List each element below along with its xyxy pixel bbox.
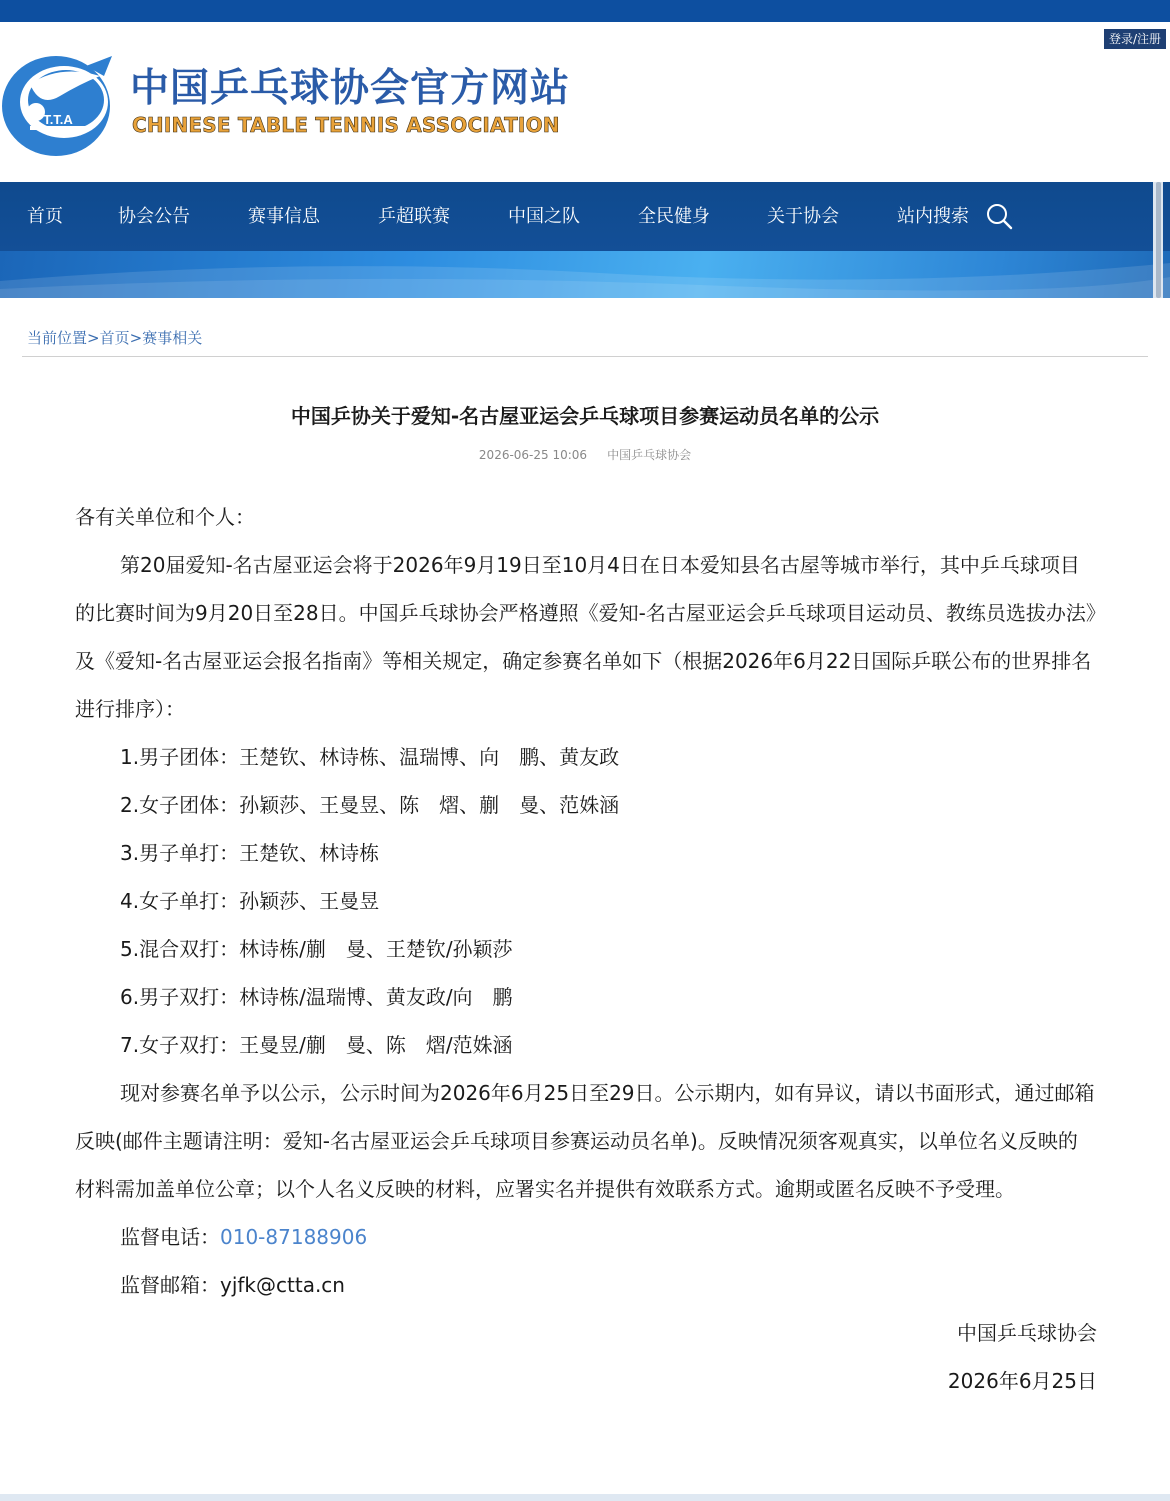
breadcrumb-separator: > [129,329,143,347]
article-date: 2026-06-25 10:06 [478,448,588,462]
logo-mark-text: T.T.A [43,112,73,127]
article-source: 中国乒乓球协会 [607,448,692,462]
supervision-email-row [75,1261,1097,1309]
event-item-mens-doubles: 6.男子双打：林诗栋/温瑞博、黄友政/向 鹏 [120,985,513,1009]
article-title: 中国乒协关于爱知-名古屋亚运会乒乓球项目参赛运动员名单的公示 [290,404,880,428]
breadcrumb-current-label[interactable]: 当前位置 [27,329,88,347]
article-meta [0,447,1170,463]
site-header [0,22,1170,182]
main-nav [0,182,1170,251]
top-strip [0,0,1170,22]
nav-item-super-league[interactable]: 乒超联赛 [378,206,450,227]
breadcrumb-separator: > [87,329,100,347]
bottom-strip [0,1494,1170,1501]
signature-date: 2026年6月25日 [947,1369,1097,1393]
header-banner [0,251,1170,298]
email-label: 监督邮箱： [120,1273,220,1297]
breadcrumb-home[interactable]: 首页 [99,329,130,347]
event-item-womens-singles: 4.女子单打：孙颖莎、王曼昱 [120,889,380,913]
nav-item-site-search[interactable]: 站内搜索 [897,206,969,227]
nav-item-announcements[interactable]: 协会公告 [118,206,190,227]
event-item-mens-singles: 3.男子单打：王楚钦、林诗栋 [120,841,380,865]
breadcrumb-divider [22,356,1148,357]
article-notice: 现对参赛名单予以公示，公示时间为2026年6月25日至29日。公示期内，如有异议，请以书面形式，通过邮箱反映(邮件主题请注明：爱知-名古屋亚运会乒乓球项目参赛运动员名单)。反映情况须客观真实，以单位名义反映的材料需加盖单位公章；以个人名义反映的材料，应署实名并提供有效联系方式。逾期或匿名反映不予受理。 [75,1081,1095,1201]
email-value: yjfk@ctta.cn [220,1273,345,1297]
site-title: 中国乒乓球协会官方网站 [130,66,571,111]
ctta-logo-icon[interactable] [0,54,118,158]
scrollbar-thumb[interactable] [1156,182,1161,298]
phone-label: 监督电话： [120,1225,220,1249]
search-icon[interactable] [985,202,1013,230]
supervision-phone-row [75,1213,1097,1261]
article-salutation: 各有关单位和个人： [75,505,255,529]
article-body [75,493,1097,1405]
site-subtitle: CHINESE TABLE TENNIS ASSOCIATION [132,113,560,137]
nav-item-national-team[interactable]: 中国之队 [508,206,580,227]
nav-item-fitness[interactable]: 全民健身 [638,206,710,227]
login-register-link[interactable]: 登录/注册 [1104,29,1166,49]
nav-item-home[interactable]: 首页 [27,206,63,227]
event-item-womens-team: 2.女子团体：孙颖莎、王曼昱、陈 熠、蒯 曼、范姝涵 [120,793,620,817]
nav-item-about[interactable]: 关于协会 [767,206,839,227]
banner-wave-decoration [0,251,1170,298]
event-item-mens-team: 1.男子团体：王楚钦、林诗栋、温瑞博、向 鹏、黄友政 [120,745,620,769]
event-item-womens-doubles: 7.女子双打：王曼昱/蒯 曼、陈 熠/范姝涵 [120,1033,513,1057]
event-item-mixed-doubles: 5.混合双打：林诗栋/蒯 曼、王楚钦/孙颖莎 [120,937,513,961]
phone-link[interactable]: 010-87188906 [220,1225,368,1249]
nav-item-events[interactable]: 赛事信息 [248,206,320,227]
breadcrumb-section[interactable]: 赛事相关 [142,329,203,347]
article-intro: 第20届爱知-名古屋亚运会将于2026年9月19日至10月4日在日本爱知县名古屋等城市举行，其中乒乓球项目的比赛时间为9月20日至28日。中国乒乓球协会严格遵照《爱知-名古屋亚运会乒乓球项目运动员、教练员选拔办法》及《爱知-名古屋亚运会报名指南》等相关规定，确定参赛名单如下（根据2026年6月22日国际乒联公布的世界排名进行排序）： [75,553,1096,721]
breadcrumb [27,328,202,348]
signature-org: 中国乒乓球协会 [957,1321,1097,1345]
